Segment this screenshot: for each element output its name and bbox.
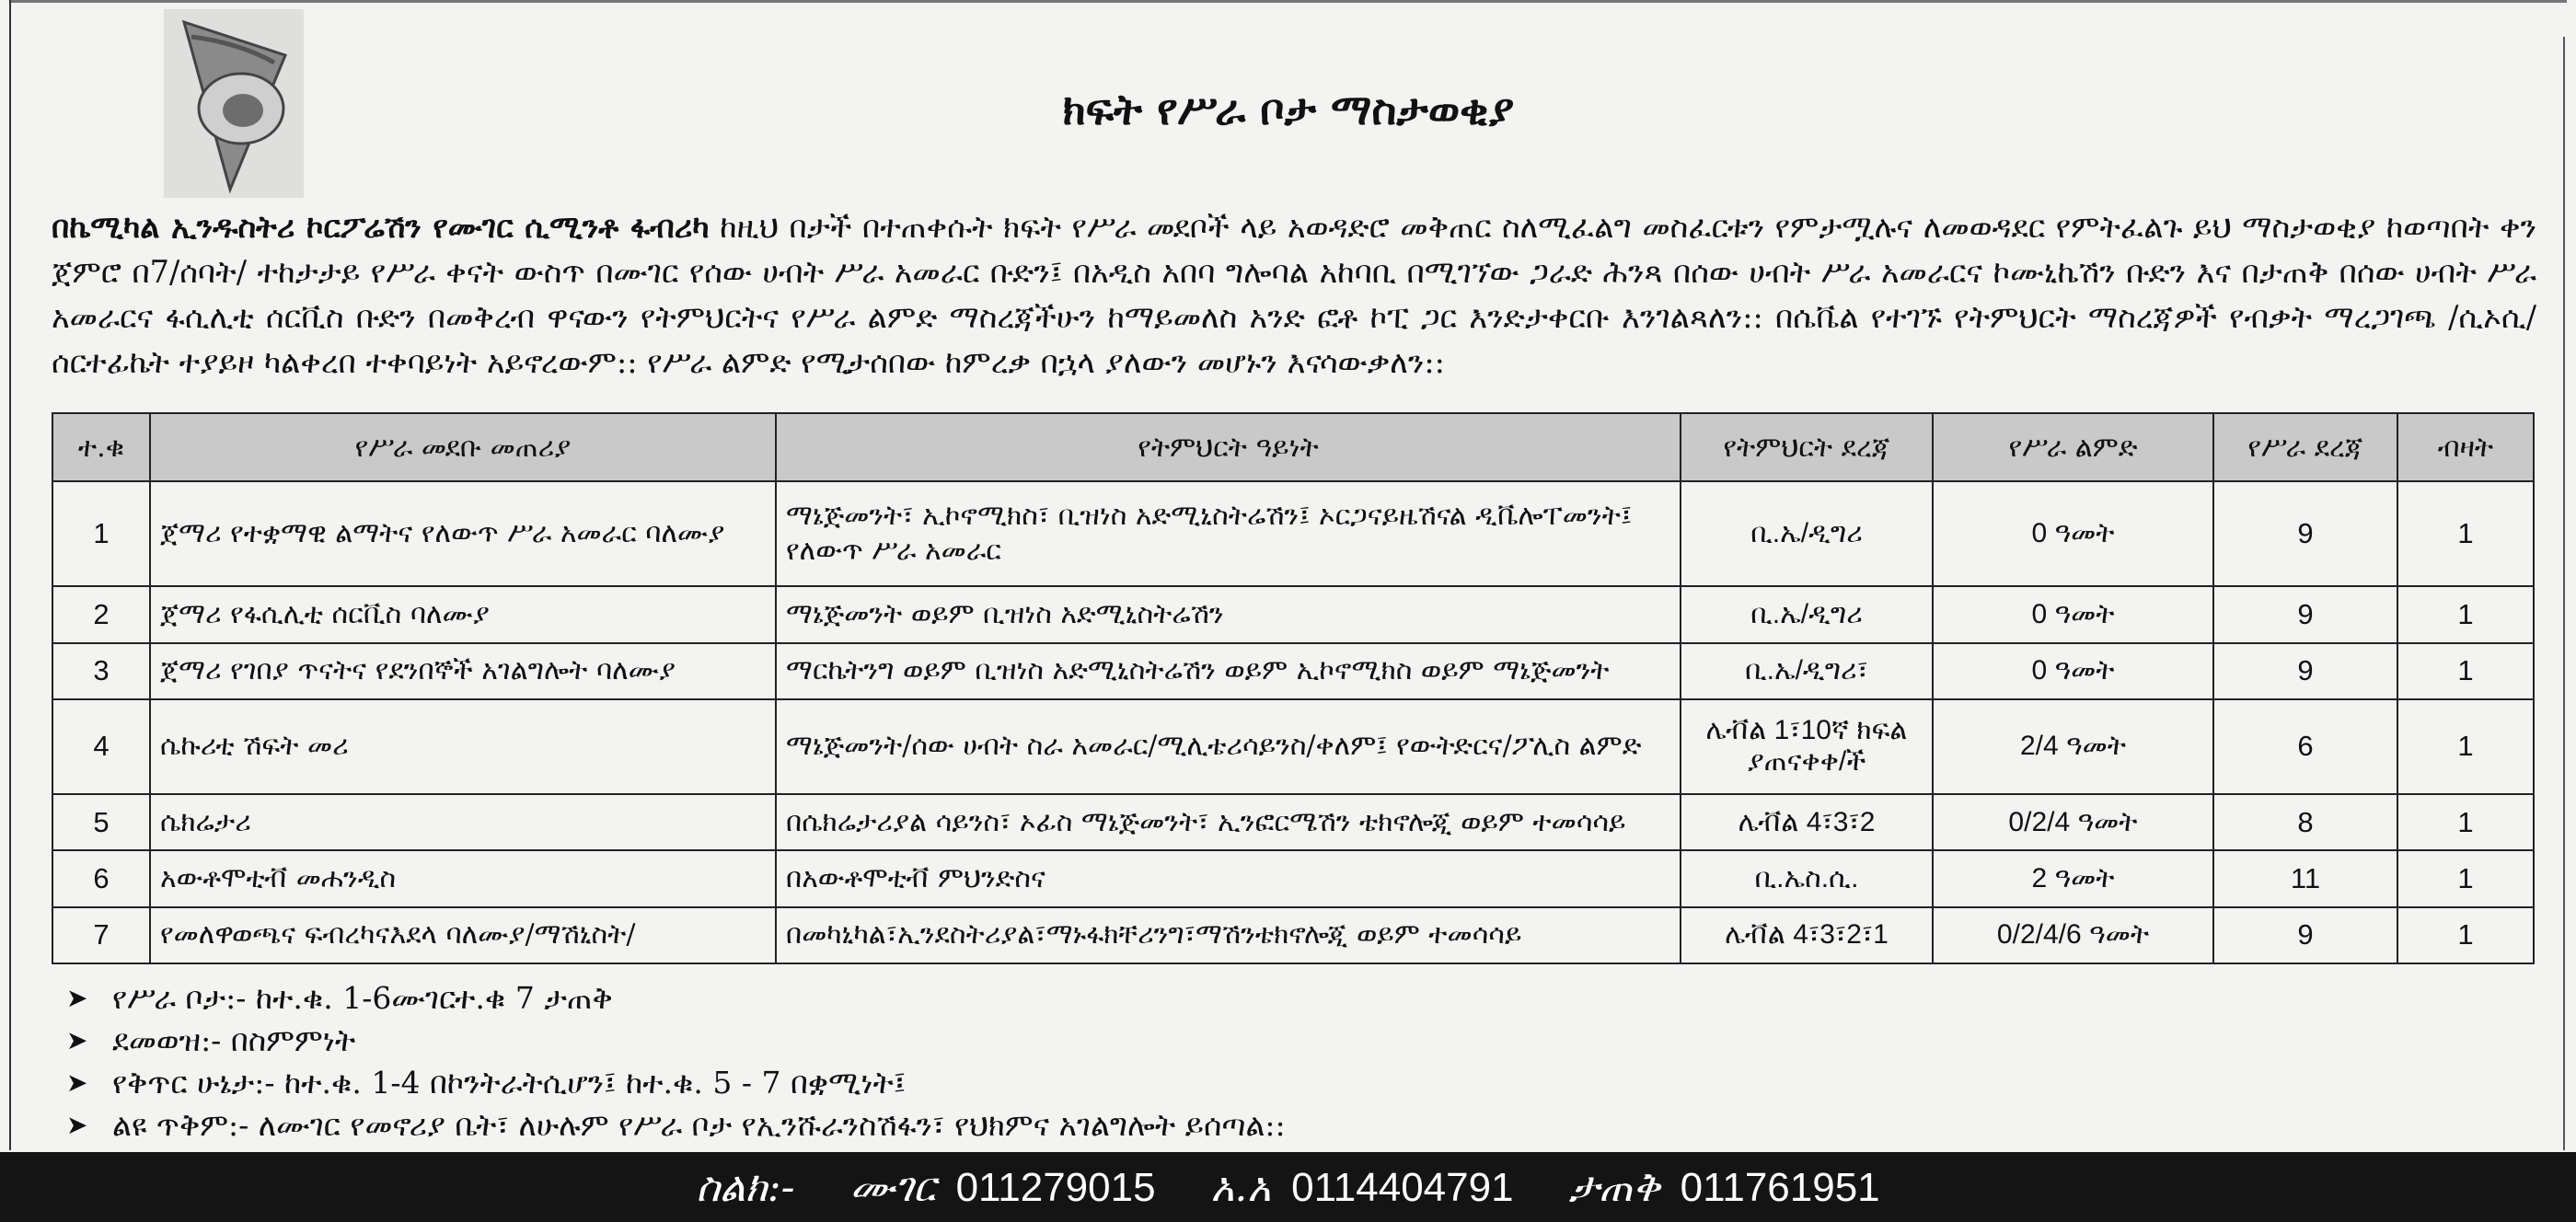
row-number: 7 (52, 907, 150, 963)
row-quantity: 1 (2397, 586, 2534, 642)
row-position-title: ጀማሪ የገበያ ጥናትና የደንበኞች አገልግሎት ባለሙያ (150, 643, 776, 699)
contact-footer (0, 1152, 2576, 1222)
phone-number: 0114404791 (1291, 1164, 1514, 1210)
header-education-level: የትምህርት ደረጃ (1681, 413, 1933, 481)
phone-tatek (1569, 1164, 1880, 1211)
row-quantity: 1 (2397, 794, 2534, 850)
row-number: 2 (52, 586, 150, 642)
arrow-bullet-icon: ➤ (66, 1025, 88, 1055)
row-education-level: ቢ.ኤ/ዲግሪ (1681, 586, 1933, 642)
phone-place: ታጠቅ (1568, 1163, 1660, 1211)
row-position-title: ሴኩሪቲ ሽፍት መሪ (150, 699, 776, 794)
row-number: 3 (52, 643, 150, 699)
phone-label: ስልክ:- (696, 1163, 795, 1211)
table-row (52, 699, 2534, 794)
table-row (52, 586, 2534, 642)
table-row (52, 907, 2534, 963)
row-grade: 8 (2213, 794, 2397, 850)
row-education-field: በሴክሬታሪያል ሳይንስ፣ ኦፊስ ማኔጅመንት፣ ኢንፎርሜሽን ቴክኖሎጂ ወይም ተመሳሳይ (776, 794, 1681, 850)
note-work-location: የሥራ ቦታ:- ከተ.ቁ. 1-6ሙገርተ.ቁ 7 ታጠቅ (112, 980, 613, 1016)
row-education-field: በመካኒካል፣ኢንደስትሪያል፣ማኑፋክቸሪንግ፣ማሽንቴክኖሎጂ ወይም ተመሳሳይ (776, 907, 1681, 963)
row-education-field: በአውቶሞቲቭ ምህንድስና (776, 850, 1681, 906)
row-grade: 9 (2213, 586, 2397, 642)
notes-list (66, 977, 2459, 1147)
row-quantity: 1 (2397, 850, 2534, 906)
arrow-bullet-icon: ➤ (66, 1067, 88, 1098)
table-row (52, 643, 2534, 699)
row-education-level: ሌቭል 4፣3፣2 (1681, 794, 1933, 850)
row-grade: 9 (2213, 907, 2397, 963)
phone-muger (850, 1164, 1156, 1211)
row-education-field: ማኔጅመንት ወይም ቢዝነስ አድሚኒስትሬሽን (776, 586, 1681, 642)
row-education-level: ቢ.ኤ/ዲግሪ፣ (1681, 643, 1933, 699)
row-grade: 6 (2213, 699, 2397, 794)
row-education-field: ማኔጅመንት፣ ኢኮኖሚክስ፣ ቢዝነስ አድሚኒስትሬሽን፤ ኦርጋናይዜሽናል ዲቬሎፐመንት፤ የለውጥ ሥራ አመራር (776, 481, 1681, 586)
row-experience: 0/2/4 ዓመት (1933, 794, 2213, 850)
frame-border-top (9, 0, 2567, 3)
header-education-field: የትምህርት ዓይነት (776, 413, 1681, 481)
frame-border-left (9, 0, 11, 1150)
row-position-title: ጀማሪ የፋሲሊቲ ሰርቪስ ባለሙያ (150, 586, 776, 642)
header-grade: የሥራ ደረጃ (2213, 413, 2397, 481)
note-employment-type: የቅጥር ሁኔታ:- ከተ.ቁ. 1-4 በኮንትራትሲሆን፤ ከተ.ቁ. 5 - 7 በቋሚነት፤ (112, 1065, 907, 1101)
frame-border-right (2563, 37, 2565, 1150)
table-row (52, 481, 2534, 586)
row-experience: 2/4 ዓመት (1933, 699, 2213, 794)
row-position-title: አውቶሞቲቭ መሐንዲስ (150, 850, 776, 906)
arrow-bullet-icon: ➤ (66, 1110, 88, 1140)
row-quantity: 1 (2397, 699, 2534, 794)
row-position-title: የመለዋወጫና ፍብረካናእደላ ባለሙያ/ማሽኒስት/ (150, 907, 776, 963)
row-number: 6 (52, 850, 150, 906)
row-experience: 0 ዓመት (1933, 643, 2213, 699)
list-item (66, 1104, 2459, 1147)
page-title: ክፍት የሥራ ቦታ ማስታወቂያ (1062, 85, 1515, 134)
phone-place: አ.አ (1210, 1163, 1272, 1211)
phone-number: 011279015 (955, 1164, 1156, 1210)
row-education-level: ቢ.ኤ/ዲግሪ (1681, 481, 1933, 586)
table-header-row (52, 413, 2534, 481)
phone-addis-ababa (1211, 1164, 1514, 1211)
header-quantity: ብዛት (2397, 413, 2534, 481)
phone-number: 011761951 (1680, 1164, 1880, 1210)
row-quantity: 1 (2397, 907, 2534, 963)
note-salary: ደመወዝ:- በስምምነት (112, 1022, 356, 1058)
row-education-field: ማኔጅመንት/ሰው ሀብት ስራ አመራር/ሚሊቴሪሳይንስ/ቀለም፤ የውትድርና/ፖሊስ ልምድ (776, 699, 1681, 794)
row-number: 5 (52, 794, 150, 850)
arrow-bullet-icon: ➤ (66, 983, 88, 1013)
company-logo (164, 9, 304, 198)
phone-place: ሙገር (849, 1163, 936, 1211)
table-row (52, 794, 2534, 850)
row-number: 4 (52, 699, 150, 794)
row-grade: 9 (2213, 481, 2397, 586)
row-position-title: ሴክሬታሪ (150, 794, 776, 850)
intro-body: ከዚህ በታች በተጠቀሱት ክፍት የሥራ መደቦች ላይ አወዳድሮ መቅጠር ስለሚፈልግ መስፈርቱን የምታሟሉና ለመወዳደር የምትፈልጉ ይህ ማስታወቂያ ከወጣበት ቀን ጀምሮ በ7/ሰባት/ ተከታታይ የሥራ ቀናት ውስጥ በሙገር የሰው ሀብት ሥራ አመራር ቡድን፤ በአዲስ አበባ ግሎባል አከባቢ በሚገኘው ጋራድ ሕንጻ በሰው ሀብት ሥራ አመራርና ኮሙኒኬሽን ቡድን እና በታጠቅ በሰው ሀብት ሥራ አመራርና ፋሲሊቲ ሰርቪስ ቡድን በመቅረብ ዋናውን የትምህርትና የሥራ ልምድ ማስረጃችሁን ከማይመለስ አንድ ፎቶ ኮፒ ጋር እንድታቀርቡ እንገልጻለን:: በሴቬል የተገኙ የትምህርት ማስረጃዎች የብቃት ማረጋገጫ /ሲኦሲ/ ሰርተፊኬት ተያይዞ ካልቀረበ ተቀባይነት አይኖረውም:: የሥራ ልምድ የሚታሰበው ከምረቃ በኋላ ያለውን መሆኑን እናሳውቃለን:: (52, 209, 2536, 380)
header-number: ተ.ቁ (52, 413, 150, 481)
table-row (52, 850, 2534, 906)
note-benefits: ልዩ ጥቅም:- ለሙገር የመኖሪያ ቤት፣ ለሁሉም የሥራ ቦታ የኢንሹራንስሽፋን፣ የህክምና አገልግሎት ይሰጣል:: (112, 1107, 1286, 1143)
row-education-field: ማርኬትንግ ወይም ቢዝነስ አድሚኒስትሬሽን ወይም ኢኮኖሚክስ ወይም ማኔጅመንት (776, 643, 1681, 699)
row-education-level: ሌቭል 1፣10ኛ ክፍል ያጠናቀቀ/ች (1681, 699, 1933, 794)
row-quantity: 1 (2397, 481, 2534, 586)
row-education-level: ሌቭል 4፣3፣2፣1 (1681, 907, 1933, 963)
intro-paragraph (52, 204, 2536, 385)
list-item (66, 977, 2459, 1020)
row-grade: 11 (2213, 850, 2397, 906)
row-experience: 2 ዓመት (1933, 850, 2213, 906)
header-position-title: የሥራ መደቡ መጠሪያ (150, 413, 776, 481)
intro-company-name: በኬሚካል ኢንዱስትሪ ኮርፖሬሽን የሙገር ሲሚንቶ ፋብሪካ (52, 209, 710, 245)
header-experience: የሥራ ልምድ (1933, 413, 2213, 481)
row-quantity: 1 (2397, 643, 2534, 699)
row-number: 1 (52, 481, 150, 586)
vacancy-table (52, 412, 2535, 964)
row-experience: 0/2/4/6 ዓመት (1933, 907, 2213, 963)
row-grade: 9 (2213, 643, 2397, 699)
row-position-title: ጀማሪ የተቋማዊ ልማትና የለውጥ ሥራ አመራር ባለሙያ (150, 481, 776, 586)
row-education-level: ቢ.ኤስ.ሲ. (1681, 850, 1933, 906)
row-experience: 0 ዓመት (1933, 481, 2213, 586)
list-item (66, 1062, 2459, 1104)
row-experience: 0 ዓመት (1933, 586, 2213, 642)
list-item (66, 1020, 2459, 1062)
